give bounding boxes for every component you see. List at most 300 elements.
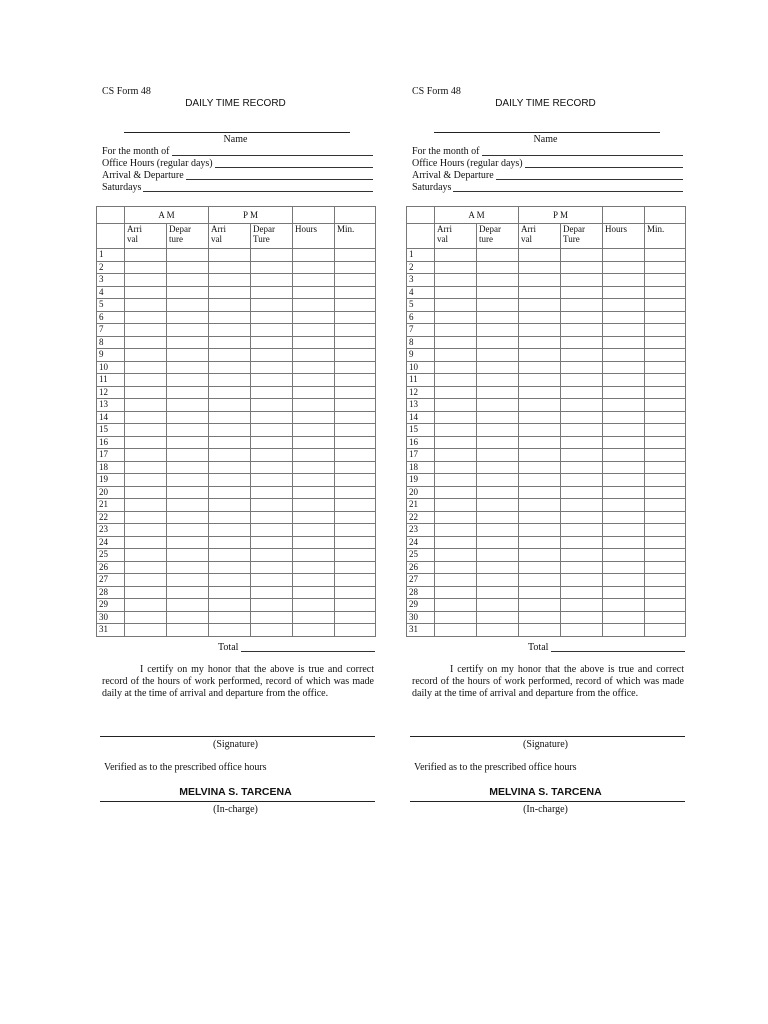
time-entry-cell[interactable] bbox=[293, 424, 335, 437]
time-entry-cell[interactable] bbox=[435, 286, 477, 299]
time-entry-cell[interactable] bbox=[477, 424, 519, 437]
time-entry-cell[interactable] bbox=[293, 536, 335, 549]
time-entry-cell[interactable] bbox=[209, 586, 251, 599]
time-entry-cell[interactable] bbox=[125, 324, 167, 337]
time-entry-cell[interactable] bbox=[435, 449, 477, 462]
time-entry-cell[interactable] bbox=[435, 311, 477, 324]
time-entry-cell[interactable] bbox=[293, 474, 335, 487]
time-entry-cell[interactable] bbox=[603, 311, 645, 324]
time-entry-cell[interactable] bbox=[251, 624, 293, 637]
time-entry-cell[interactable] bbox=[519, 524, 561, 537]
time-entry-cell[interactable] bbox=[561, 449, 603, 462]
time-entry-cell[interactable] bbox=[561, 611, 603, 624]
time-entry-cell[interactable] bbox=[603, 586, 645, 599]
time-entry-cell[interactable] bbox=[477, 374, 519, 387]
time-entry-cell[interactable] bbox=[561, 474, 603, 487]
time-entry-cell[interactable] bbox=[603, 474, 645, 487]
time-entry-cell[interactable] bbox=[477, 611, 519, 624]
time-entry-cell[interactable] bbox=[603, 536, 645, 549]
time-entry-cell[interactable] bbox=[435, 261, 477, 274]
time-entry-cell[interactable] bbox=[561, 249, 603, 262]
time-entry-cell[interactable] bbox=[435, 524, 477, 537]
time-entry-cell[interactable] bbox=[251, 499, 293, 512]
time-entry-cell[interactable] bbox=[293, 461, 335, 474]
time-entry-cell[interactable] bbox=[209, 249, 251, 262]
time-entry-cell[interactable] bbox=[293, 286, 335, 299]
time-entry-cell[interactable] bbox=[335, 411, 376, 424]
time-entry-cell[interactable] bbox=[335, 286, 376, 299]
time-entry-cell[interactable] bbox=[477, 349, 519, 362]
time-entry-cell[interactable] bbox=[167, 274, 209, 287]
time-entry-cell[interactable] bbox=[519, 486, 561, 499]
time-entry-cell[interactable] bbox=[603, 336, 645, 349]
time-entry-cell[interactable] bbox=[645, 286, 686, 299]
time-entry-cell[interactable] bbox=[335, 374, 376, 387]
time-entry-cell[interactable] bbox=[561, 574, 603, 587]
time-entry-cell[interactable] bbox=[603, 561, 645, 574]
time-entry-cell[interactable] bbox=[167, 574, 209, 587]
time-entry-cell[interactable] bbox=[561, 624, 603, 637]
time-entry-cell[interactable] bbox=[519, 311, 561, 324]
time-entry-cell[interactable] bbox=[251, 261, 293, 274]
time-entry-cell[interactable] bbox=[477, 524, 519, 537]
time-entry-cell[interactable] bbox=[167, 474, 209, 487]
time-entry-cell[interactable] bbox=[645, 586, 686, 599]
arrival-departure-field[interactable] bbox=[102, 170, 373, 182]
time-entry-cell[interactable] bbox=[561, 361, 603, 374]
time-entry-cell[interactable] bbox=[603, 511, 645, 524]
time-entry-cell[interactable] bbox=[209, 599, 251, 612]
time-entry-cell[interactable] bbox=[125, 286, 167, 299]
time-entry-cell[interactable] bbox=[519, 424, 561, 437]
time-entry-cell[interactable] bbox=[209, 274, 251, 287]
time-entry-cell[interactable] bbox=[125, 599, 167, 612]
time-entry-cell[interactable] bbox=[167, 536, 209, 549]
time-entry-cell[interactable] bbox=[435, 561, 477, 574]
time-entry-cell[interactable] bbox=[251, 561, 293, 574]
time-entry-cell[interactable] bbox=[293, 599, 335, 612]
time-entry-cell[interactable] bbox=[603, 599, 645, 612]
time-entry-cell[interactable] bbox=[603, 299, 645, 312]
time-entry-cell[interactable] bbox=[477, 461, 519, 474]
time-entry-cell[interactable] bbox=[335, 361, 376, 374]
time-entry-cell[interactable] bbox=[293, 586, 335, 599]
time-entry-cell[interactable] bbox=[209, 624, 251, 637]
time-entry-cell[interactable] bbox=[293, 524, 335, 537]
time-entry-cell[interactable] bbox=[167, 599, 209, 612]
time-entry-cell[interactable] bbox=[645, 599, 686, 612]
time-entry-cell[interactable] bbox=[251, 474, 293, 487]
time-entry-cell[interactable] bbox=[251, 524, 293, 537]
total-field[interactable] bbox=[528, 642, 685, 654]
time-entry-cell[interactable] bbox=[293, 399, 335, 412]
time-entry-cell[interactable] bbox=[209, 374, 251, 387]
time-entry-cell[interactable] bbox=[519, 299, 561, 312]
time-entry-cell[interactable] bbox=[645, 261, 686, 274]
time-entry-cell[interactable] bbox=[335, 574, 376, 587]
time-entry-cell[interactable] bbox=[209, 386, 251, 399]
time-entry-cell[interactable] bbox=[519, 249, 561, 262]
time-entry-cell[interactable] bbox=[251, 349, 293, 362]
time-entry-cell[interactable] bbox=[561, 286, 603, 299]
time-entry-cell[interactable] bbox=[603, 461, 645, 474]
time-entry-cell[interactable] bbox=[435, 274, 477, 287]
time-entry-cell[interactable] bbox=[519, 536, 561, 549]
time-entry-cell[interactable] bbox=[293, 361, 335, 374]
time-entry-cell[interactable] bbox=[125, 349, 167, 362]
time-entry-cell[interactable] bbox=[293, 374, 335, 387]
time-entry-cell[interactable] bbox=[561, 599, 603, 612]
time-entry-cell[interactable] bbox=[435, 349, 477, 362]
time-entry-cell[interactable] bbox=[519, 386, 561, 399]
time-entry-cell[interactable] bbox=[293, 499, 335, 512]
time-entry-cell[interactable] bbox=[645, 299, 686, 312]
time-entry-cell[interactable] bbox=[209, 611, 251, 624]
time-entry-cell[interactable] bbox=[477, 336, 519, 349]
time-entry-cell[interactable] bbox=[561, 374, 603, 387]
time-entry-cell[interactable] bbox=[335, 436, 376, 449]
time-entry-cell[interactable] bbox=[603, 386, 645, 399]
time-entry-cell[interactable] bbox=[209, 511, 251, 524]
time-entry-cell[interactable] bbox=[645, 411, 686, 424]
time-entry-cell[interactable] bbox=[335, 586, 376, 599]
time-entry-cell[interactable] bbox=[167, 336, 209, 349]
time-entry-cell[interactable] bbox=[519, 574, 561, 587]
time-entry-cell[interactable] bbox=[293, 574, 335, 587]
time-entry-cell[interactable] bbox=[435, 436, 477, 449]
time-entry-cell[interactable] bbox=[645, 249, 686, 262]
time-entry-cell[interactable] bbox=[477, 561, 519, 574]
time-entry-cell[interactable] bbox=[561, 486, 603, 499]
time-entry-cell[interactable] bbox=[477, 274, 519, 287]
time-entry-cell[interactable] bbox=[645, 311, 686, 324]
time-entry-cell[interactable] bbox=[167, 561, 209, 574]
time-entry-cell[interactable] bbox=[335, 474, 376, 487]
time-entry-cell[interactable] bbox=[251, 386, 293, 399]
time-entry-cell[interactable] bbox=[125, 524, 167, 537]
time-entry-cell[interactable] bbox=[209, 436, 251, 449]
time-entry-cell[interactable] bbox=[519, 474, 561, 487]
time-entry-cell[interactable] bbox=[167, 249, 209, 262]
time-entry-cell[interactable] bbox=[293, 386, 335, 399]
time-entry-cell[interactable] bbox=[645, 461, 686, 474]
time-entry-cell[interactable] bbox=[125, 511, 167, 524]
time-entry-cell[interactable] bbox=[603, 249, 645, 262]
time-entry-cell[interactable] bbox=[209, 549, 251, 562]
time-entry-cell[interactable] bbox=[335, 399, 376, 412]
time-entry-cell[interactable] bbox=[209, 574, 251, 587]
time-entry-cell[interactable] bbox=[603, 324, 645, 337]
time-entry-cell[interactable] bbox=[519, 374, 561, 387]
time-entry-cell[interactable] bbox=[435, 461, 477, 474]
time-entry-cell[interactable] bbox=[519, 261, 561, 274]
time-entry-cell[interactable] bbox=[477, 499, 519, 512]
time-entry-cell[interactable] bbox=[251, 336, 293, 349]
time-entry-cell[interactable] bbox=[477, 574, 519, 587]
time-entry-cell[interactable] bbox=[209, 536, 251, 549]
time-entry-cell[interactable] bbox=[125, 386, 167, 399]
time-entry-cell[interactable] bbox=[435, 624, 477, 637]
time-entry-cell[interactable] bbox=[477, 536, 519, 549]
time-entry-cell[interactable] bbox=[209, 261, 251, 274]
time-entry-cell[interactable] bbox=[561, 436, 603, 449]
time-entry-cell[interactable] bbox=[209, 411, 251, 424]
time-entry-cell[interactable] bbox=[435, 511, 477, 524]
time-entry-cell[interactable] bbox=[209, 524, 251, 537]
time-entry-cell[interactable] bbox=[335, 299, 376, 312]
time-entry-cell[interactable] bbox=[293, 261, 335, 274]
time-entry-cell[interactable] bbox=[645, 511, 686, 524]
time-entry-cell[interactable] bbox=[251, 461, 293, 474]
signature-line[interactable] bbox=[100, 736, 375, 737]
time-entry-cell[interactable] bbox=[519, 499, 561, 512]
time-entry-cell[interactable] bbox=[645, 361, 686, 374]
time-entry-cell[interactable] bbox=[209, 486, 251, 499]
time-entry-cell[interactable] bbox=[209, 461, 251, 474]
time-entry-cell[interactable] bbox=[561, 349, 603, 362]
time-entry-cell[interactable] bbox=[335, 499, 376, 512]
time-entry-cell[interactable] bbox=[293, 411, 335, 424]
time-entry-cell[interactable] bbox=[251, 574, 293, 587]
time-entry-cell[interactable] bbox=[293, 624, 335, 637]
time-entry-cell[interactable] bbox=[293, 349, 335, 362]
time-entry-cell[interactable] bbox=[645, 486, 686, 499]
time-entry-cell[interactable] bbox=[167, 311, 209, 324]
time-entry-cell[interactable] bbox=[519, 274, 561, 287]
time-entry-cell[interactable] bbox=[167, 611, 209, 624]
time-entry-cell[interactable] bbox=[125, 399, 167, 412]
time-entry-cell[interactable] bbox=[435, 299, 477, 312]
time-entry-cell[interactable] bbox=[251, 249, 293, 262]
time-entry-cell[interactable] bbox=[209, 449, 251, 462]
time-entry-cell[interactable] bbox=[167, 524, 209, 537]
time-entry-cell[interactable] bbox=[209, 424, 251, 437]
time-entry-cell[interactable] bbox=[293, 274, 335, 287]
time-entry-cell[interactable] bbox=[561, 511, 603, 524]
time-entry-cell[interactable] bbox=[561, 324, 603, 337]
time-entry-cell[interactable] bbox=[435, 574, 477, 587]
name-field-line[interactable] bbox=[124, 132, 350, 133]
time-entry-cell[interactable] bbox=[645, 561, 686, 574]
time-entry-cell[interactable] bbox=[167, 449, 209, 462]
time-entry-cell[interactable] bbox=[519, 624, 561, 637]
time-entry-cell[interactable] bbox=[561, 586, 603, 599]
time-entry-cell[interactable] bbox=[125, 549, 167, 562]
time-entry-cell[interactable] bbox=[645, 474, 686, 487]
time-entry-cell[interactable] bbox=[477, 624, 519, 637]
time-entry-cell[interactable] bbox=[335, 624, 376, 637]
time-entry-cell[interactable] bbox=[209, 361, 251, 374]
time-entry-cell[interactable] bbox=[167, 461, 209, 474]
time-entry-cell[interactable] bbox=[603, 611, 645, 624]
time-entry-cell[interactable] bbox=[519, 586, 561, 599]
time-entry-cell[interactable] bbox=[603, 624, 645, 637]
time-entry-cell[interactable] bbox=[435, 611, 477, 624]
month-field[interactable] bbox=[102, 146, 373, 158]
time-entry-cell[interactable] bbox=[335, 524, 376, 537]
time-entry-cell[interactable] bbox=[519, 561, 561, 574]
time-entry-cell[interactable] bbox=[167, 499, 209, 512]
time-entry-cell[interactable] bbox=[125, 536, 167, 549]
time-entry-cell[interactable] bbox=[519, 361, 561, 374]
time-entry-cell[interactable] bbox=[519, 449, 561, 462]
time-entry-cell[interactable] bbox=[125, 586, 167, 599]
time-entry-cell[interactable] bbox=[477, 324, 519, 337]
time-entry-cell[interactable] bbox=[251, 361, 293, 374]
time-entry-cell[interactable] bbox=[293, 299, 335, 312]
time-entry-cell[interactable] bbox=[435, 361, 477, 374]
time-entry-cell[interactable] bbox=[335, 324, 376, 337]
time-entry-cell[interactable] bbox=[335, 349, 376, 362]
time-entry-cell[interactable] bbox=[519, 286, 561, 299]
time-entry-cell[interactable] bbox=[335, 424, 376, 437]
time-entry-cell[interactable] bbox=[167, 286, 209, 299]
time-entry-cell[interactable] bbox=[167, 586, 209, 599]
time-entry-cell[interactable] bbox=[561, 549, 603, 562]
time-entry-cell[interactable] bbox=[335, 486, 376, 499]
time-entry-cell[interactable] bbox=[125, 299, 167, 312]
time-entry-cell[interactable] bbox=[477, 261, 519, 274]
time-entry-cell[interactable] bbox=[335, 311, 376, 324]
time-entry-cell[interactable] bbox=[519, 336, 561, 349]
time-entry-cell[interactable] bbox=[125, 261, 167, 274]
time-entry-cell[interactable] bbox=[561, 311, 603, 324]
saturdays-field[interactable] bbox=[102, 182, 373, 194]
time-entry-cell[interactable] bbox=[561, 261, 603, 274]
time-entry-cell[interactable] bbox=[335, 599, 376, 612]
time-entry-cell[interactable] bbox=[167, 436, 209, 449]
time-entry-cell[interactable] bbox=[209, 286, 251, 299]
time-entry-cell[interactable] bbox=[251, 411, 293, 424]
time-entry-cell[interactable] bbox=[603, 399, 645, 412]
time-entry-cell[interactable] bbox=[477, 399, 519, 412]
time-entry-cell[interactable] bbox=[645, 436, 686, 449]
time-entry-cell[interactable] bbox=[561, 299, 603, 312]
time-entry-cell[interactable] bbox=[477, 474, 519, 487]
time-entry-cell[interactable] bbox=[293, 561, 335, 574]
time-entry-cell[interactable] bbox=[293, 449, 335, 462]
time-entry-cell[interactable] bbox=[603, 411, 645, 424]
time-entry-cell[interactable] bbox=[251, 586, 293, 599]
time-entry-cell[interactable] bbox=[477, 586, 519, 599]
time-entry-cell[interactable] bbox=[125, 361, 167, 374]
time-entry-cell[interactable] bbox=[167, 549, 209, 562]
time-entry-cell[interactable] bbox=[519, 349, 561, 362]
time-entry-cell[interactable] bbox=[335, 261, 376, 274]
time-entry-cell[interactable] bbox=[293, 324, 335, 337]
time-entry-cell[interactable] bbox=[477, 436, 519, 449]
time-entry-cell[interactable] bbox=[645, 624, 686, 637]
time-entry-cell[interactable] bbox=[603, 374, 645, 387]
time-entry-cell[interactable] bbox=[645, 574, 686, 587]
time-entry-cell[interactable] bbox=[167, 624, 209, 637]
time-entry-cell[interactable] bbox=[125, 624, 167, 637]
time-entry-cell[interactable] bbox=[645, 549, 686, 562]
time-entry-cell[interactable] bbox=[209, 499, 251, 512]
time-entry-cell[interactable] bbox=[335, 249, 376, 262]
time-entry-cell[interactable] bbox=[561, 536, 603, 549]
time-entry-cell[interactable] bbox=[435, 336, 477, 349]
time-entry-cell[interactable] bbox=[293, 311, 335, 324]
time-entry-cell[interactable] bbox=[603, 349, 645, 362]
time-entry-cell[interactable] bbox=[251, 374, 293, 387]
time-entry-cell[interactable] bbox=[561, 336, 603, 349]
time-entry-cell[interactable] bbox=[251, 324, 293, 337]
time-entry-cell[interactable] bbox=[335, 536, 376, 549]
time-entry-cell[interactable] bbox=[125, 611, 167, 624]
time-entry-cell[interactable] bbox=[293, 336, 335, 349]
time-entry-cell[interactable] bbox=[167, 386, 209, 399]
time-entry-cell[interactable] bbox=[209, 349, 251, 362]
time-entry-cell[interactable] bbox=[335, 386, 376, 399]
time-entry-cell[interactable] bbox=[645, 386, 686, 399]
time-entry-cell[interactable] bbox=[603, 261, 645, 274]
time-entry-cell[interactable] bbox=[167, 374, 209, 387]
time-entry-cell[interactable] bbox=[293, 511, 335, 524]
time-entry-cell[interactable] bbox=[603, 574, 645, 587]
time-entry-cell[interactable] bbox=[561, 399, 603, 412]
time-entry-cell[interactable] bbox=[519, 436, 561, 449]
time-entry-cell[interactable] bbox=[645, 424, 686, 437]
time-entry-cell[interactable] bbox=[477, 286, 519, 299]
time-entry-cell[interactable] bbox=[251, 311, 293, 324]
time-entry-cell[interactable] bbox=[477, 599, 519, 612]
time-entry-cell[interactable] bbox=[167, 486, 209, 499]
time-entry-cell[interactable] bbox=[645, 349, 686, 362]
time-entry-cell[interactable] bbox=[603, 549, 645, 562]
time-entry-cell[interactable] bbox=[209, 561, 251, 574]
time-entry-cell[interactable] bbox=[603, 436, 645, 449]
time-entry-cell[interactable] bbox=[561, 386, 603, 399]
time-entry-cell[interactable] bbox=[167, 299, 209, 312]
time-entry-cell[interactable] bbox=[167, 399, 209, 412]
time-entry-cell[interactable] bbox=[125, 424, 167, 437]
name-field-line[interactable] bbox=[434, 132, 660, 133]
time-entry-cell[interactable] bbox=[561, 499, 603, 512]
time-entry-cell[interactable] bbox=[251, 611, 293, 624]
time-entry-cell[interactable] bbox=[167, 424, 209, 437]
time-entry-cell[interactable] bbox=[293, 549, 335, 562]
time-entry-cell[interactable] bbox=[477, 249, 519, 262]
time-entry-cell[interactable] bbox=[167, 349, 209, 362]
time-entry-cell[interactable] bbox=[645, 524, 686, 537]
time-entry-cell[interactable] bbox=[209, 399, 251, 412]
time-entry-cell[interactable] bbox=[561, 524, 603, 537]
time-entry-cell[interactable] bbox=[435, 424, 477, 437]
time-entry-cell[interactable] bbox=[435, 399, 477, 412]
time-entry-cell[interactable] bbox=[293, 611, 335, 624]
time-entry-cell[interactable] bbox=[645, 336, 686, 349]
time-entry-cell[interactable] bbox=[335, 549, 376, 562]
time-entry-cell[interactable] bbox=[561, 424, 603, 437]
time-entry-cell[interactable] bbox=[167, 324, 209, 337]
time-entry-cell[interactable] bbox=[125, 574, 167, 587]
time-entry-cell[interactable] bbox=[167, 361, 209, 374]
time-entry-cell[interactable] bbox=[603, 424, 645, 437]
time-entry-cell[interactable] bbox=[125, 461, 167, 474]
time-entry-cell[interactable] bbox=[125, 436, 167, 449]
arrival-departure-field[interactable] bbox=[412, 170, 683, 182]
time-entry-cell[interactable] bbox=[561, 411, 603, 424]
time-entry-cell[interactable] bbox=[125, 249, 167, 262]
time-entry-cell[interactable] bbox=[335, 611, 376, 624]
time-entry-cell[interactable] bbox=[519, 411, 561, 424]
saturdays-field[interactable] bbox=[412, 182, 683, 194]
time-entry-cell[interactable] bbox=[645, 536, 686, 549]
time-entry-cell[interactable] bbox=[251, 511, 293, 524]
time-entry-cell[interactable] bbox=[435, 536, 477, 549]
time-entry-cell[interactable] bbox=[435, 249, 477, 262]
